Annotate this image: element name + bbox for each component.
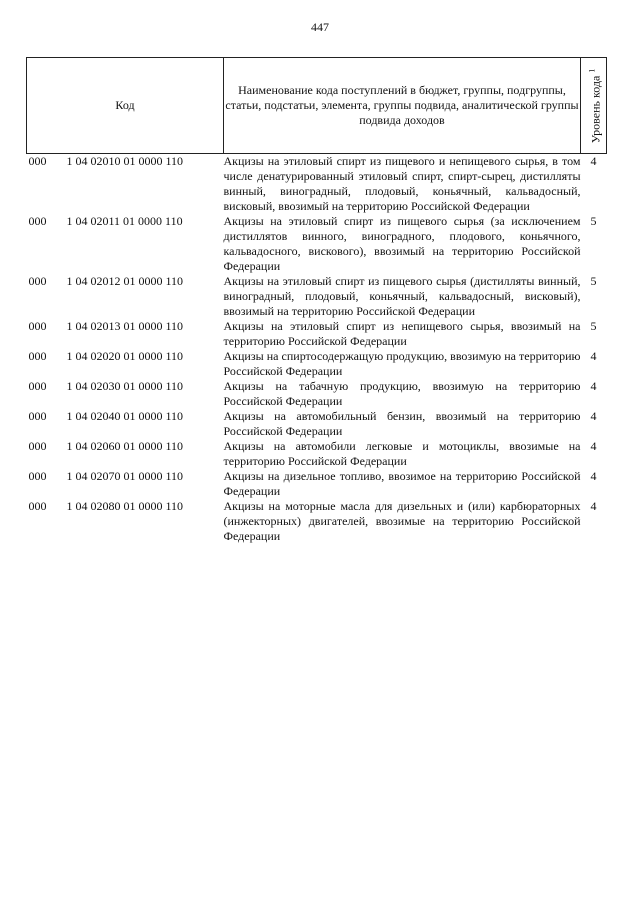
revenue-code: 1 04 02020 01 0000 110 — [66, 349, 184, 363]
revenue-name: Акцизы на автомобильный бензин, ввозимый на территорию Российской Федерации — [223, 409, 581, 438]
code-level: 5 — [590, 319, 597, 333]
table-row — [27, 274, 607, 319]
admin-code: 000 — [28, 379, 47, 393]
table-row — [27, 349, 607, 379]
header-level — [581, 58, 607, 154]
header-name: Наименование кода поступлений в бюджет, группы, подгруппы, статьи, подстатьи, элемента, группы подвида, аналитической группы подвида доходов — [224, 58, 581, 154]
revenue-name: Акцизы на этиловый спирт из пищевого сырья (за исключением дистиллятов винного, виноградного, плодового, коньячного, кальвадосного, вискового), ввозимый на территорию Российской Федерации — [223, 214, 581, 273]
revenue-name: Акцизы на автомобили легковые и мотоциклы, ввозимые на территорию Российской Федерации — [223, 439, 581, 468]
header-level-text: Уровень кода — [588, 75, 602, 143]
revenue-name: Акцизы на табачную продукцию, ввозимую на территорию Российской Федерации — [223, 379, 581, 408]
table-row — [27, 439, 607, 469]
code-cell — [27, 499, 224, 544]
code-level: 4 — [590, 469, 597, 483]
revenue-name: Акцизы на этиловый спирт из пищевого сырья (дистилляты винный, виноградный, плодовый, коньячный, кальвадосный, висковый), ввозимый на территорию Российской Федерации — [223, 274, 581, 318]
table-row — [27, 409, 607, 439]
code-level: 4 — [590, 154, 597, 168]
revenue-code: 1 04 02013 01 0000 110 — [66, 319, 184, 333]
revenue-name: Акцизы на дизельное топливо, ввозимое на территорию Российской Федерации — [223, 469, 581, 498]
revenue-code: 1 04 02012 01 0000 110 — [66, 274, 184, 288]
table-row — [27, 319, 607, 349]
code-cell — [27, 379, 224, 409]
code-cell — [27, 154, 224, 215]
revenue-code: 1 04 02011 01 0000 110 — [66, 214, 183, 228]
revenue-name: Акцизы на спиртосодержащую продукцию, ввозимую на территорию Российской Федерации — [223, 349, 581, 378]
revenue-code: 1 04 02080 01 0000 110 — [66, 499, 184, 513]
code-level: 4 — [590, 499, 597, 513]
code-cell — [27, 469, 224, 499]
code-cell — [27, 349, 224, 379]
revenue-name: Акцизы на этиловый спирт из непищевого сырья, ввозимый на территорию Российской Федерации — [223, 319, 581, 348]
code-cell — [27, 214, 224, 274]
code-cell — [27, 274, 224, 319]
admin-code: 000 — [28, 319, 47, 333]
admin-code: 000 — [28, 154, 47, 168]
revenue-name: Акцизы на моторные масла для дизельных и (или) карбюраторных (инжекторных) двигателей, ввозимые на территорию Российской Федерации — [223, 499, 581, 543]
code-level: 4 — [590, 439, 597, 453]
code-cell — [27, 439, 224, 469]
revenue-code: 1 04 02060 01 0000 110 — [66, 439, 184, 453]
table-row — [27, 499, 607, 544]
table-header — [27, 58, 607, 154]
table-row — [27, 154, 607, 215]
admin-code: 000 — [28, 274, 47, 288]
admin-code: 000 — [28, 349, 47, 363]
code-level: 4 — [590, 409, 597, 423]
header-level-footnote: 1 — [587, 68, 596, 73]
code-cell — [27, 409, 224, 439]
admin-code: 000 — [28, 469, 47, 483]
revenue-code: 1 04 02010 01 0000 110 — [66, 154, 184, 168]
revenue-code: 1 04 02070 01 0000 110 — [66, 469, 184, 483]
admin-code: 000 — [28, 439, 47, 453]
revenue-codes-table — [26, 57, 607, 544]
header-level-label — [584, 68, 603, 143]
code-level: 4 — [590, 379, 597, 393]
code-level: 5 — [590, 274, 597, 288]
table-body — [27, 154, 607, 545]
code-level: 5 — [590, 214, 597, 228]
table-row — [27, 469, 607, 499]
revenue-code: 1 04 02040 01 0000 110 — [66, 409, 184, 423]
admin-code: 000 — [28, 499, 47, 513]
revenue-code: 1 04 02030 01 0000 110 — [66, 379, 184, 393]
admin-code: 000 — [28, 409, 47, 423]
admin-code: 000 — [28, 214, 47, 228]
revenue-name: Акцизы на этиловый спирт из пищевого и непищевого сырья, в том числе денатурированный этиловый спирт, спирт-сырец, дистилляты винный, виноградный, плодовый, коньячный, кальвадосный, висковый, ввозимый на территорию Российской Федерации — [223, 154, 581, 213]
page-number: 447 — [311, 20, 329, 34]
code-level: 4 — [590, 349, 597, 363]
code-cell — [27, 319, 224, 349]
table-row — [27, 379, 607, 409]
header-code: Код — [27, 58, 224, 154]
table-row — [27, 214, 607, 274]
